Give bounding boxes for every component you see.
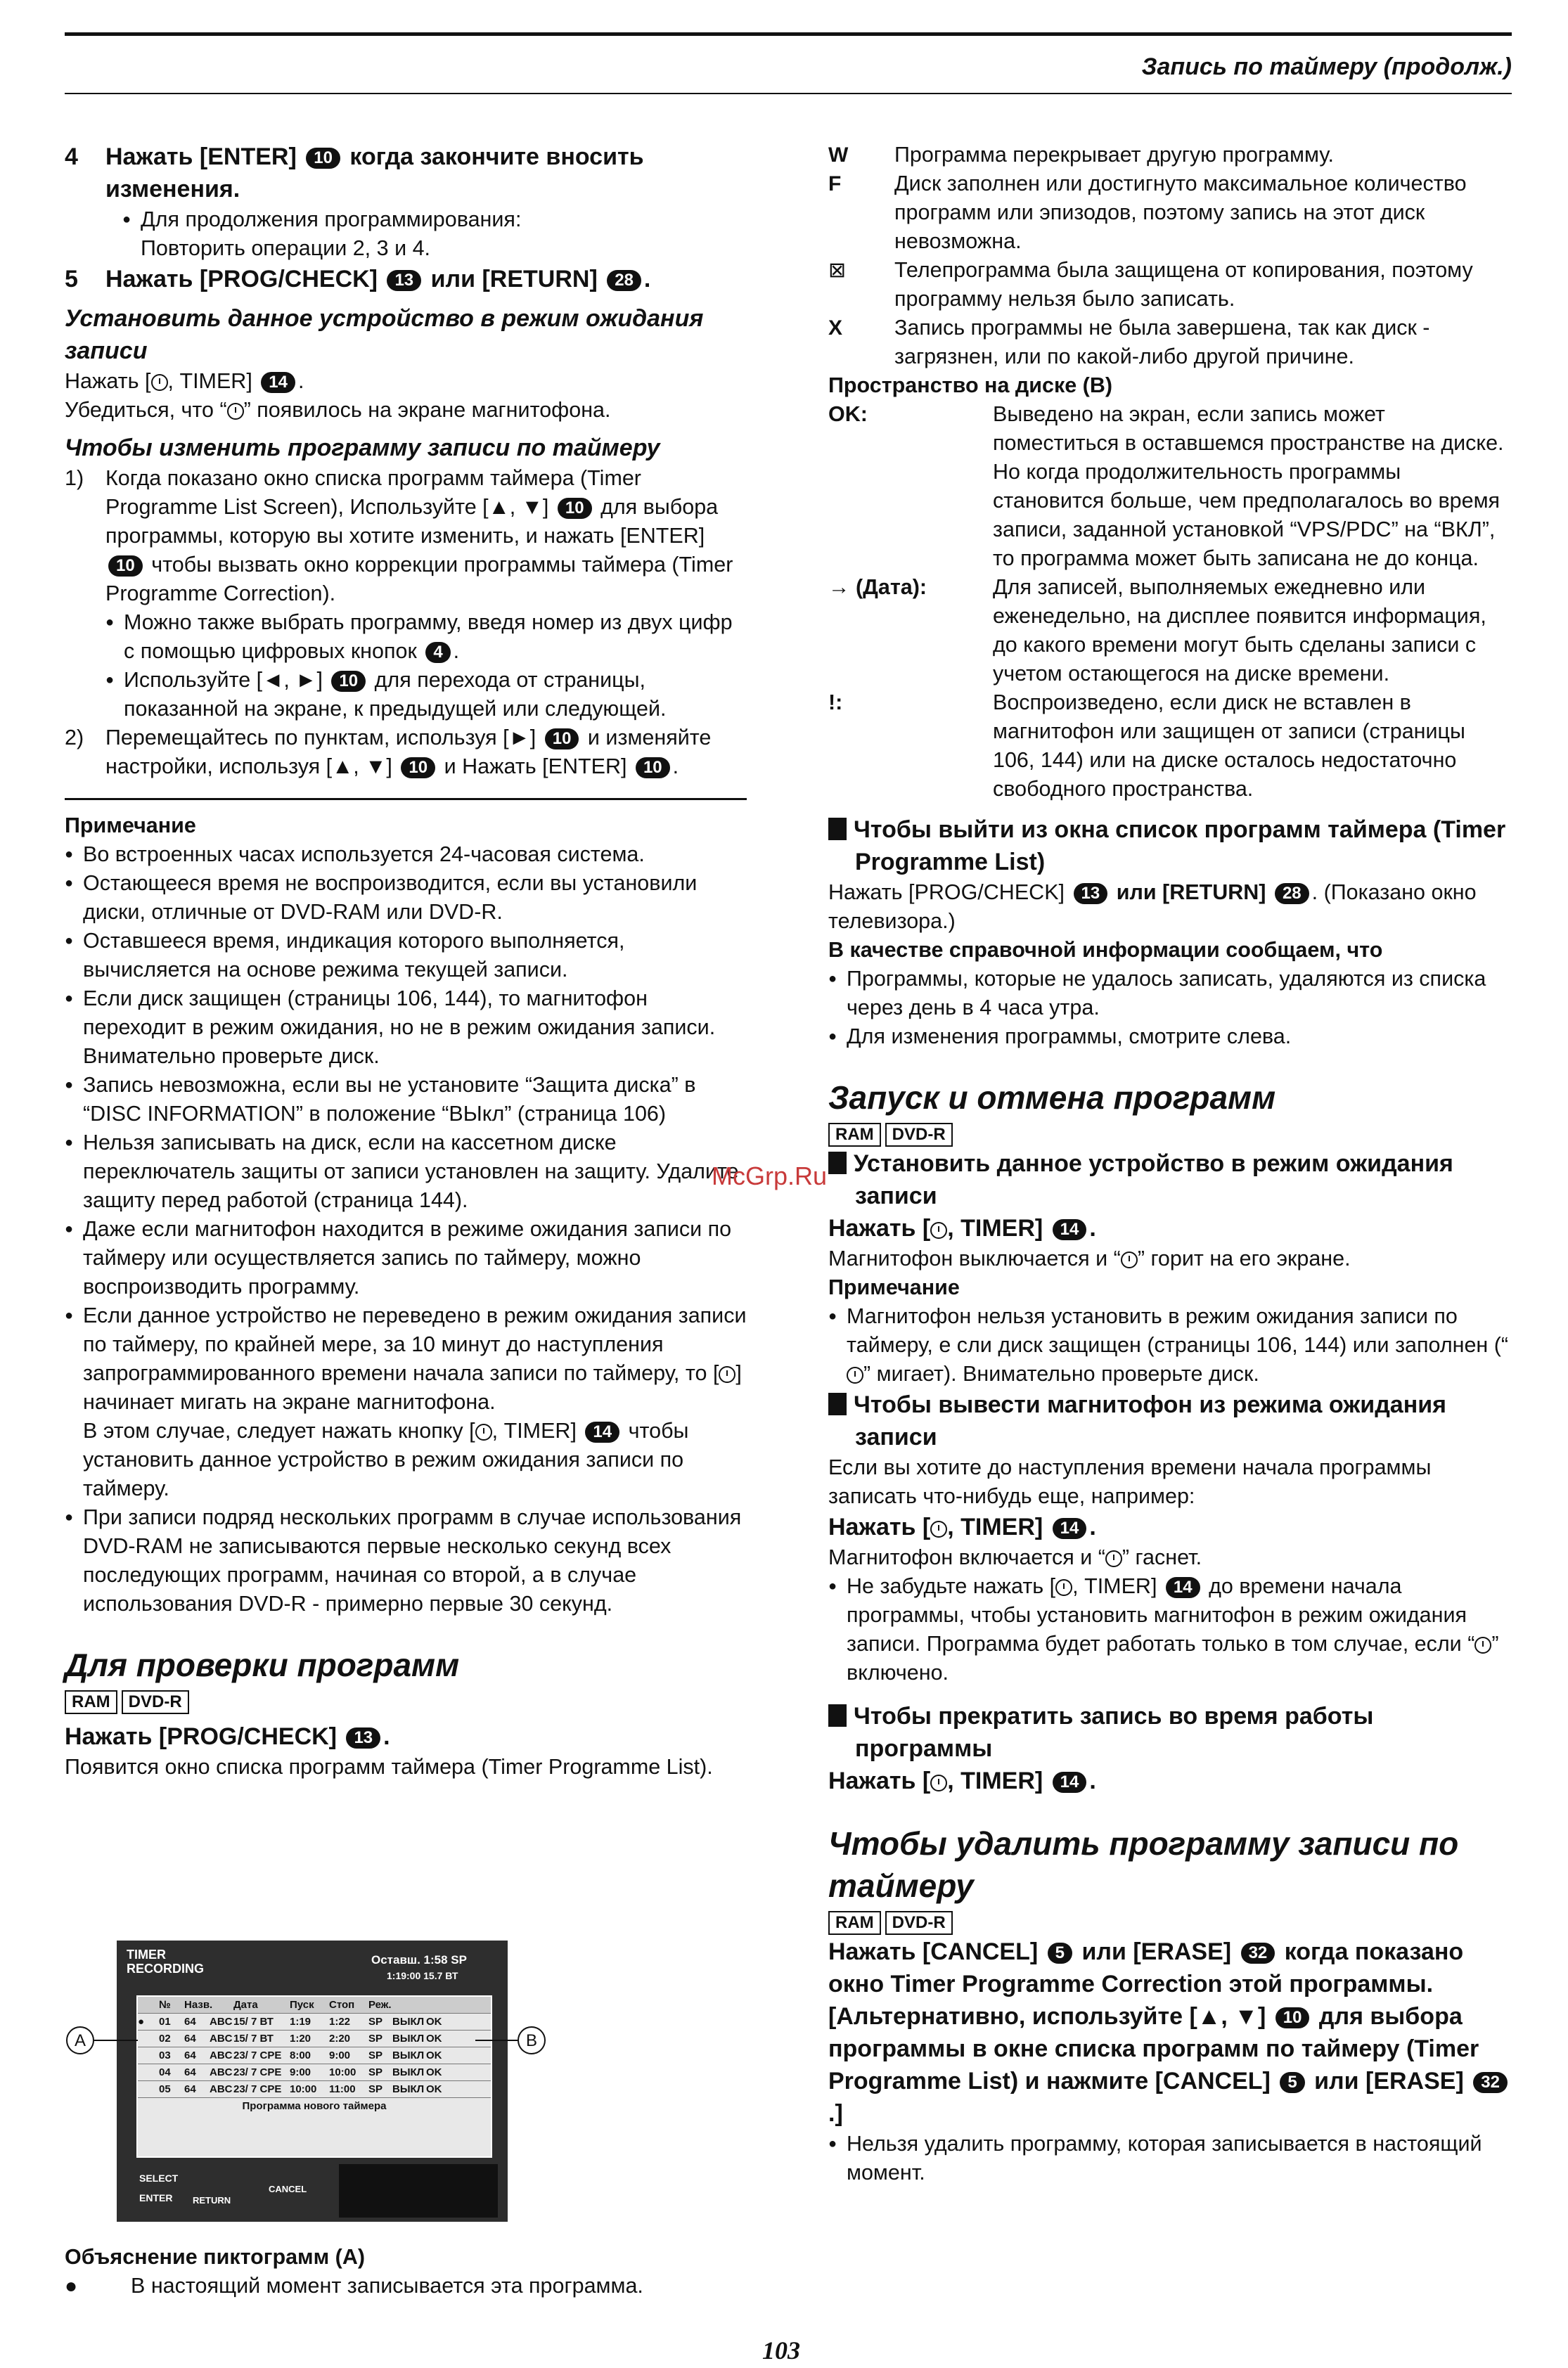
timer-cell: 11:00 (329, 2083, 356, 2095)
timer-cell: SP (368, 2016, 383, 2028)
page-header-title: Запись по таймеру (продолж.) (1141, 53, 1512, 80)
watermark: McGrp.Ru (712, 1162, 828, 1190)
dvdr-tag: DVD-R (122, 1690, 189, 1714)
timer-table-row[interactable] (138, 2047, 491, 2064)
timer-cell: ВЫКЛ (392, 2066, 425, 2078)
timer-cell: 10:00 (290, 2083, 317, 2095)
timer-cell: ABC (210, 2083, 233, 2095)
timer-cell: 04 (159, 2066, 171, 2078)
timer-cell: SP (368, 2050, 383, 2061)
timer-cell: 9:00 (329, 2050, 351, 2061)
timer-cell: ABC (210, 2050, 233, 2061)
info-heading: В качестве справочной информации сообщаем, что (828, 938, 1383, 962)
step-5: 5 Нажать [PROG/CHECK] 13 или [RETURN] 28 . (65, 266, 651, 292)
timer-clock-icon (1055, 1579, 1072, 1596)
timer-list-screenshot: TIMER RECORDING Оставш. 1:58 SP 1:19:00 15.7 ВТ № Назв. Дата Пуск Стоп Реж. ● 01 64 ABC 15/ 7 ВТ 1:19 1:22 SP ВЫКЛ OK 02 64 ABC 15/ 7 ВТ 1:20 2:20 SP ВЫКЛ OK 03 64 ABC 23/ 7 СРЕ 8:00 9:00 SP ВЫКЛ OK 04 64 ABC 23/ 7 СРЕ 9:00 10:00 SP ВЫКЛ OK 05 64 ABC 23/ 7 СРЕ 10:00 11:00 SP ВЫКЛ OK Программа нового таймера SELECT ENTER RETURN CANCEL (117, 1941, 508, 2222)
timer-cell: ВЫКЛ (392, 2083, 425, 2095)
timer-cell: OK (426, 2050, 442, 2061)
page-number: 103 (762, 2336, 800, 2364)
note-item-continuation: В этом случае, следует нажать кнопку [ , TIMER] 14 чтобы установить данное устройство в режим ожидания записи по таймеру. (83, 1419, 689, 1500)
callout-b: B (518, 2026, 546, 2054)
row-status-icon (138, 2031, 159, 2047)
callout-a-line (94, 2040, 138, 2041)
screen-dark-panel (339, 2164, 498, 2218)
table-header: № Назв. Дата Пуск Стоп Реж. (138, 1997, 491, 2014)
full-f-icon: F (828, 172, 842, 195)
callout-b-line (475, 2040, 518, 2041)
timer-clock-icon (719, 1366, 735, 1383)
note-item: ● Запись невозможна, если вы не установите “Защита диска” в “DISC INFORMATION” в положение “ВЫкл” (страница 106) (65, 1071, 747, 1128)
stop-heading: Чтобы прекратить запись во время работы программы (828, 1700, 1510, 1765)
timer-clock-icon (151, 374, 168, 391)
timer-cell: ВЫКЛ (392, 2016, 425, 2028)
release-heading: Чтобы вывести магнитофон из режима ожидания записи (828, 1389, 1510, 1453)
timer-clock-icon (930, 1521, 947, 1538)
timer-clock-icon (930, 1775, 947, 1791)
timer-cell: 2:20 (329, 2033, 351, 2045)
disc-tags (65, 1686, 747, 1715)
timer-clock-icon (475, 1424, 492, 1441)
timer-clock-icon (227, 403, 244, 420)
change-bullet-1: ● Можно также выбрать программу, введя номер из двух цифр с помощью цифровых кнопок 4 . (105, 608, 747, 666)
timer-clock-icon (1121, 1251, 1138, 1268)
note-item: ● Даже если магнитофон находится в режиме ожидания записи по таймеру или осуществляется запись по таймеру, можно воспроизводить программу. (65, 1215, 747, 1301)
note-item: ● Если данное устройство не переведено в режим ожидания записи по таймеру, по крайней мере, за 10 минут до наступления запрограммированного времени начала записи по таймеру, то [ ] начинает мигать на экране магнитофона. (65, 1301, 747, 1417)
timer-cell: 15/ 7 ВТ (233, 2033, 274, 2045)
space-heading: Пространство на диске (B) (828, 373, 1113, 397)
timer-cell: 64 (184, 2066, 196, 2078)
set-standby-heading: Установить данное устройство в режим ожидания записи (828, 1147, 1510, 1212)
timer-cell: 23/ 7 СРЕ (233, 2083, 282, 2095)
button-ref-badge: 10 (306, 148, 340, 169)
timer-table-row[interactable] (138, 2081, 491, 2098)
timer-cell: 1:19 (290, 2016, 311, 2028)
standby-line-2: Убедиться, что “ ” появилось на экране магнитофона. (65, 398, 611, 422)
timer-cell: SP (368, 2066, 383, 2078)
timer-cell: 64 (184, 2050, 196, 2061)
disc-tags: RAM DVD-R (828, 1119, 1510, 1147)
change-step-2: 2) Перемещайтесь по пунктам, используя [►] 10 и изменяйте настройки, используя [▲, ▼] 10 и Нажать [ENTER] 10 . (65, 726, 712, 778)
timer-clock-icon (1474, 1637, 1491, 1654)
timer-cell: ВЫКЛ (392, 2050, 425, 2061)
timer-cell: 8:00 (290, 2050, 311, 2061)
new-program-row: Программа нового таймера (242, 2100, 387, 2112)
note-item: ● Нельзя записывать на диск, если на кассетном диске переключатель защиты от записи установлен на защиту. Удалите защиту перед работой (страница 144). (65, 1128, 747, 1215)
change-heading: Чтобы изменить программу записи по таймеру (65, 435, 660, 461)
note-item: ● Оставшееся время, индикация которого выполняется, вычисляется на основе режима текущей записи. (65, 927, 747, 984)
timer-cell: SP (368, 2083, 383, 2095)
note-item: ● Если диск защищен (страницы 106, 144), то магнитофон переходит в режим ожидания, но не в режим ожидания записи. Внимательно проверьте диск. (65, 984, 747, 1071)
change-step-1: 1) Когда показано окно списка программ таймера (Timer Programme List Screen), Используйте [▲, ▼] 10 для выбора программы, которую вы хотите изменить, и нажать [ENTER] 10 чтобы вызвать окно коррекции программы таймера (Timer Programme Correction). ● Можно также выбрать программу, введя номер из двух цифр с помощью цифровых кнопок 4 . ● Используйте [◄, ►] 10 для перехода от страницы, показанной на экране, к предыдущей или следующей. (65, 464, 747, 723)
header-rule (65, 32, 1512, 36)
timer-cell: 1:20 (290, 2033, 311, 2045)
check-text: Появится окно списка программ таймера (Timer Programme List). (65, 1755, 713, 1779)
timer-cell: OK (426, 2016, 442, 2028)
note-item: ● Во встроенных часах используется 24-часовая система. (65, 840, 747, 869)
row-status-icon: ● (138, 2016, 145, 2028)
timer-cell: ABC (210, 2066, 233, 2078)
ram-tag: RAM (65, 1690, 117, 1714)
timer-clock-icon (847, 1367, 863, 1384)
timer-table-row[interactable] (138, 2014, 491, 2031)
row-status-icon (138, 2047, 159, 2064)
check-press: Нажать [PROG/CHECK] 13 . (65, 1723, 390, 1750)
row-status-icon (138, 2064, 159, 2080)
start-cancel-heading: Запуск и отмена программ (828, 1079, 1276, 1116)
standby-heading: Установить данное устройство в режим ожидания записи (65, 305, 704, 364)
timer-cell: 05 (159, 2083, 171, 2095)
right-column: W Программа перекрывает другую программу. F Диск заполнен или достигнуто максимальное количество программ или эпизодов, поэтому запись на этот диск невозможна. ⊠ Телепрограмма была защищена от копирования, поэтому программу нельзя было записать. X Запись программы не была завершена, так как диск - загрязнен, или по какой-либо другой причине. Пространство на диске (B) OK: Выведено на экран, если запись может поместиться в оставшемся пространстве на диске. Но когда продолжительность программы становится больше, чем предполагалось во время записи, заданной установкой “VPS/PDC” на “ВКЛ”, то программа может быть записана не до конца. → (Дата): Для записей, выполняемых ежедневно или еженедельно, на дисплее появится информация, до какого времени могут быть сделаны записи с учетом остающегося на диске времени. !: Воспроизведено, если диск не вставлен в магнитофон или защищен от записи (страницы 106, 144) или на диске осталось недостаточно свободного пространства. Чтобы выйти из окна список программ таймера (Timer Programme List) Нажать [PROG/CHECK] 13 или [RETURN] 28 . (Показано окно телевизора.) В качестве справочной информации сообщаем, что ● Программы, которые не удалось записать, удаляются из списка через день в 4 часа утра. ● Для изменения программы, смотрите слева. Запуск и отмена программ RAM DVD-R Установить данное устройство в режим ожидания записи Нажать [ , TIMER] 14 . Магнитофон выключается и “ ” горит на его экране. Примечание ● Магнитофон нельзя установить в режим ожидания записи по таймеру, е сли диск защищен (страницы 106, 144) или заполнен (“” мигает). Внимательно проверьте диск. Чтобы вывести магнитофон из режима ожидания записи Если вы хотите до наступления времени начала программы записать что-нибудь еще, например: Нажать [ , TIMER] 14 . Магнитофон включается и “ ” гаснет. ● Не забудьте нажать [ , TIMER] 14 до времени начала программы, чтобы установить магнитофон в режим ожидания записи. Программа будет работать только в том случае, если “ ” включено. Чтобы прекратить запись во время работы программы Нажать [ , TIMER] 14 . Чтобы удалить программу записи по таймеру RAM DVD-R Нажать [CANCEL] 5 или [ERASE] 32 когда показано окно Timer Programme Correction этой программы. [Альтернативно, используйте [▲, ▼] 10 для выбора программы в окне списка программ по таймеру (Timer Programme List) и нажмите [CANCEL] 5 или [ERASE] 32.] ● Нельзя удалить программу, которая записывается в настоящий момент. (828, 141, 1510, 2187)
timer-cell: OK (426, 2033, 442, 2045)
timer-clock-icon (1105, 1550, 1122, 1567)
timer-cell: ABC (210, 2016, 233, 2028)
left-column: 4 Нажать [ENTER] 10 когда закончите вносить изменения. ● Для продолжения программирования: Повторить операции 2, 3 и 4. 5 Нажать [PROG/CHECK] 13 или [RETURN] 28 . Установить данное устройство в режим ожидания записи Нажать [ , TIMER] 14 . Убедиться, что “ ” появилось на экране магнитофона. Чтобы изменить программу записи по таймеру 1) Когда показано окно списка программ таймера (Timer Programme List Screen), Используйте [▲, ▼] 10 для выбора программы, которую вы хотите изменить, и нажать [ENTER] 10 чтобы вызвать окно коррекции программы таймера (Timer Programme Correction). ● Можно также выбрать программу, введя номер из двух цифр с помощью цифровых кнопок 4 . ● Используйте [◄, ►] 10 для перехода от страницы, показанной на экране, к предыдущей или следующей. 2) Перемещайтесь по пунктам, используя [►] 10 и изменяйте настройки, используя [▲, ▼] 10 и Нажать [ENTER] 10 . Примечание ● Во встроенных часах используется 24-часовая система. ● Остающееся время не воспроизводится, если вы установили диски, отличные от DVD-RAM или DVD-R. ● Оставшееся время, индикация которого выполняется, вычисляется на основе режима текущей записи. ● Если диск защищен (страницы 106, 144), то магнитофон переходит в режим ожидания, но не в режим ожидания записи. Внимательно проверьте диск. ● Запись невозможна, если вы не установите “Защита диска” в “DISC INFORMATION” в положение “ВЫкл” (страница 106) ● Нельзя записывать на диск, если на кассетном диске переключатель защиты от записи установлен на защиту. Удалите защиту перед работой (страница 144). ● Даже если магнитофон находится в режиме ожидания записи по таймеру или осуществляется запись по таймеру, можно воспроизводить программу. ● Если данное устройство не переведено в режим ожидания записи по таймеру, по крайней мере, за 10 минут до наступления запрограммированного времени начала записи по таймеру, то [ ] начинает мигать на экране магнитофона. В этом случае, следует нажать кнопку [ , TIMER] 14 чтобы установить данное устройство в режим ожидания записи по таймеру. ● При записи подряд нескольких программ в случае использования DVD-RAM не записываются первые несколько секунд всех последующих программ, начиная со второй, а в случае использования DVD-R - примерно первые 30 секунд. Для проверки программ RAM DVD-R Нажать [PROG/CHECK] 13 . Появится окно списка программ таймера (Timer Programme List). (65, 141, 747, 1782)
timer-cell: 03 (159, 2050, 171, 2061)
note-item: ● При записи подряд нескольких программ в случае использования DVD-RAM не записываются первые несколько секунд всех последующих программ, начиная со второй, а в случае использования DVD-R - примерно первые 30 секунд. (65, 1503, 747, 1619)
timer-table (136, 1995, 492, 2158)
check-programs-heading: Для проверки программ (65, 1647, 460, 1683)
timer-table-row[interactable] (138, 2031, 491, 2047)
icons-explanation: Объяснение пиктограмм (A) ● В настоящий момент записывается эта программа. (65, 2243, 747, 2301)
timer-cell: 23/ 7 СРЕ (233, 2066, 282, 2078)
header-rule-thin (65, 93, 1512, 94)
timer-cell: ВЫКЛ (392, 2033, 425, 2045)
timer-cell: 1:22 (329, 2016, 351, 2028)
timer-cell: OK (426, 2066, 442, 2078)
overlap-w-icon: W (828, 143, 849, 167)
change-bullet-2: ● Используйте [◄, ►] 10 для перехода от страницы, показанной на экране, к предыдущей или следующей. (105, 666, 747, 723)
timer-cell: 15/ 7 ВТ (233, 2016, 274, 2028)
timer-cell: ABC (210, 2033, 233, 2045)
section-divider (65, 798, 747, 800)
timer-cell: 02 (159, 2033, 171, 2045)
copy-protect-icon: ⊠ (828, 259, 847, 282)
note-heading: Примечание (65, 813, 196, 837)
timer-cell: 01 (159, 2016, 171, 2028)
recording-dot-icon: ● (65, 2274, 78, 2298)
incomplete-x-icon: X (828, 316, 843, 340)
timer-cell: 64 (184, 2033, 196, 2045)
callout-a: A (66, 2026, 94, 2054)
step-4: 4 Нажать [ENTER] 10 когда закончите вносить изменения. (65, 143, 644, 202)
timer-table-row[interactable] (138, 2064, 491, 2081)
note-item: ● Остающееся время не воспроизводится, если вы установили диски, отличные от DVD-RAM или DVD-R. (65, 869, 747, 927)
timer-cell: OK (426, 2083, 442, 2095)
exit-heading: Чтобы выйти из окна список программ таймера (Timer Programme List) (828, 813, 1510, 878)
timer-cell: 10:00 (329, 2066, 356, 2078)
delete-heading: Чтобы удалить программу записи по таймеру (828, 1825, 1459, 1904)
step-4-bullet: ● Для продолжения программирования: (122, 205, 747, 234)
delete-instructions: Нажать [CANCEL] 5 или [ERASE] 32 когда показано окно Timer Programme Correction этой программы. [Альтернативно, используйте [▲, ▼] 10 для выбора программы в окне списка программ по таймеру (Timer Programme List) и нажмите [CANCEL] 5 или [ERASE] 32.] (828, 1936, 1510, 2130)
timer-cell: 64 (184, 2016, 196, 2028)
disc-tags: RAM DVD-R (828, 1907, 1510, 1936)
timer-cell: 9:00 (290, 2066, 311, 2078)
row-status-icon (138, 2081, 159, 2097)
standby-line-1: Нажать [ , TIMER] 14 . (65, 369, 304, 393)
timer-cell: 23/ 7 СРЕ (233, 2050, 282, 2061)
timer-cell: 64 (184, 2083, 196, 2095)
timer-clock-icon (930, 1222, 947, 1239)
timer-cell: SP (368, 2033, 383, 2045)
